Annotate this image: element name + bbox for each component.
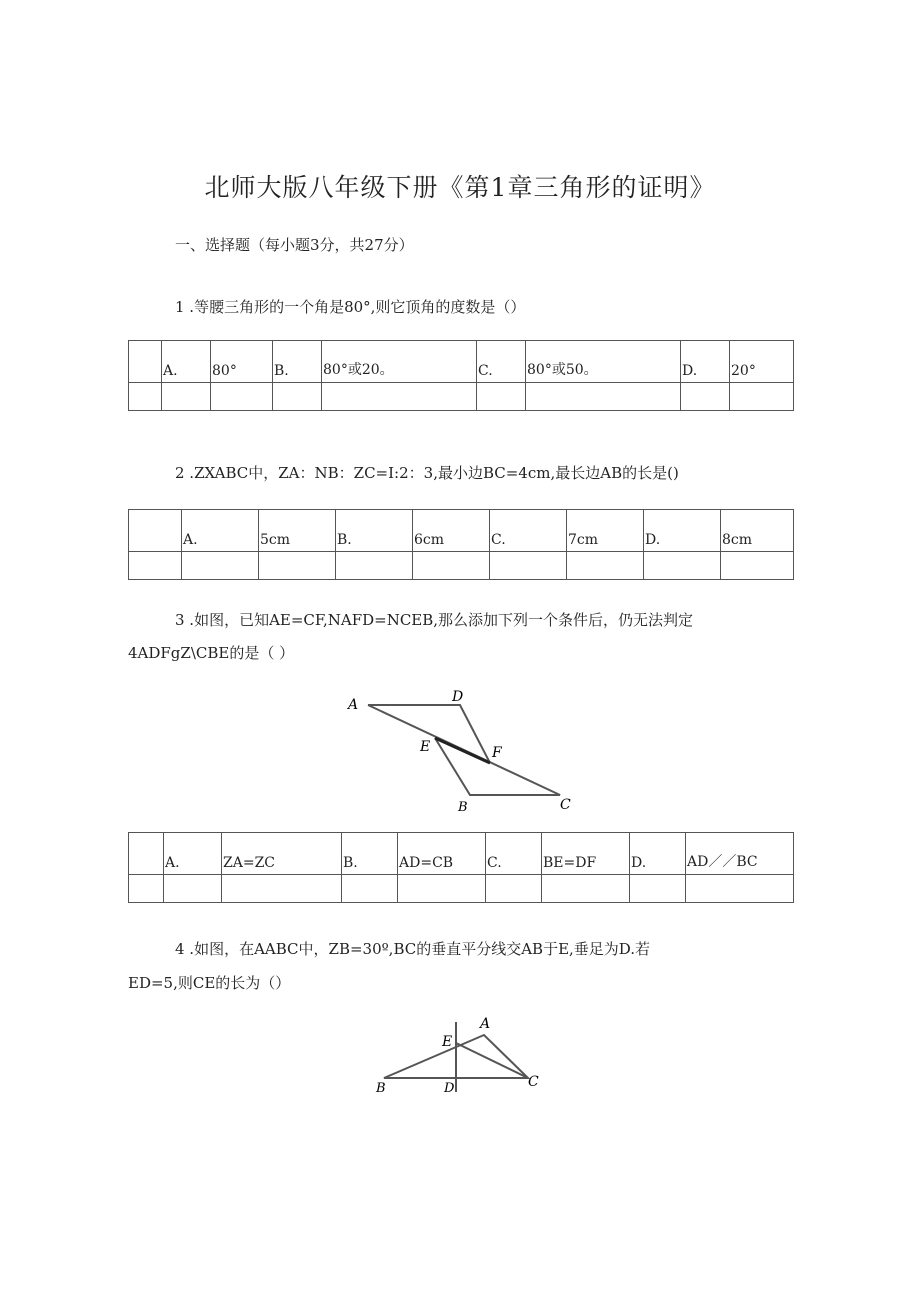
option-letter[interactable]: D. <box>630 833 686 875</box>
option-letter[interactable]: B. <box>273 341 322 383</box>
option-letter[interactable]: C. <box>486 833 542 875</box>
option-value[interactable]: 20° <box>730 341 794 383</box>
option-letter[interactable]: A. <box>164 833 222 875</box>
option-value[interactable]: 8cm <box>721 510 794 552</box>
option-letter[interactable]: A. <box>162 341 211 383</box>
figure-label-a: A <box>480 1016 491 1032</box>
option-letter[interactable]: B. <box>336 510 413 552</box>
option-value[interactable]: AD／／BC <box>686 833 794 875</box>
question-3-text: 3 .如图，已知AE=CF,NAFD=NCEB,那么添加下列一个条件后，仍无法判定 <box>175 611 694 629</box>
figure-label-f: F <box>492 745 502 761</box>
option-letter[interactable]: D. <box>681 341 730 383</box>
option-spacer <box>129 510 182 552</box>
option-value[interactable]: ZA=ZC <box>222 833 342 875</box>
figure-label-c: C <box>528 1074 539 1090</box>
question-3-figure <box>340 685 590 815</box>
option-value[interactable]: 5cm <box>259 510 336 552</box>
question-1-options <box>128 340 794 411</box>
figure-segment-ce <box>456 1043 528 1078</box>
figure-label-c: C <box>560 797 571 813</box>
question-3-text-cont: 4ADFgZ\CBE的是（ ） <box>128 644 295 662</box>
option-value[interactable]: 80° <box>211 341 273 383</box>
option-letter[interactable]: A. <box>182 510 259 552</box>
option-letter[interactable]: D. <box>644 510 721 552</box>
option-letter[interactable]: C. <box>477 341 526 383</box>
figure-label-d: D <box>444 1081 455 1095</box>
figure-label-d: D <box>452 689 464 705</box>
figure-label-e: E <box>442 1034 453 1050</box>
option-letter[interactable]: B. <box>342 833 398 875</box>
option-value[interactable]: 80°或20。 <box>322 341 477 383</box>
option-spacer <box>129 833 164 875</box>
figure-label-b: B <box>458 800 468 815</box>
option-value[interactable]: 7cm <box>567 510 644 552</box>
question-4-text-cont: ED=5,则CE的长为（） <box>128 974 291 992</box>
figure-label-b: B <box>376 1081 386 1095</box>
option-value[interactable]: BE=DF <box>542 833 630 875</box>
question-4-figure <box>370 1010 555 1095</box>
option-value[interactable]: 80°或50。 <box>526 341 681 383</box>
question-4-text: 4 .如图，在AABC中，ZB=30º,BC的垂直平分线交AB于E,垂足为D.若 <box>175 940 651 958</box>
option-value[interactable]: AD=CB <box>398 833 486 875</box>
page-title: 北师大版八年级下册《第1章三角形的证明》 <box>204 173 716 202</box>
question-2-text: 2 .ZXABC中，ZA：NB：ZC=I:2：3,最小边BC=4cm,最长边AB的长是() <box>175 464 679 482</box>
section-heading: 一、选择题（每小题3分，共27分） <box>175 236 414 254</box>
question-3-options <box>128 832 794 903</box>
figure-label-e: E <box>420 739 431 755</box>
option-spacer <box>129 341 162 383</box>
question-2-options <box>128 509 794 580</box>
question-1-text: 1 .等腰三角形的一个角是80°,则它顶角的度数是（） <box>175 298 526 316</box>
option-letter[interactable]: C. <box>490 510 567 552</box>
figure-label-a: A <box>348 697 359 713</box>
option-value[interactable]: 6cm <box>413 510 490 552</box>
